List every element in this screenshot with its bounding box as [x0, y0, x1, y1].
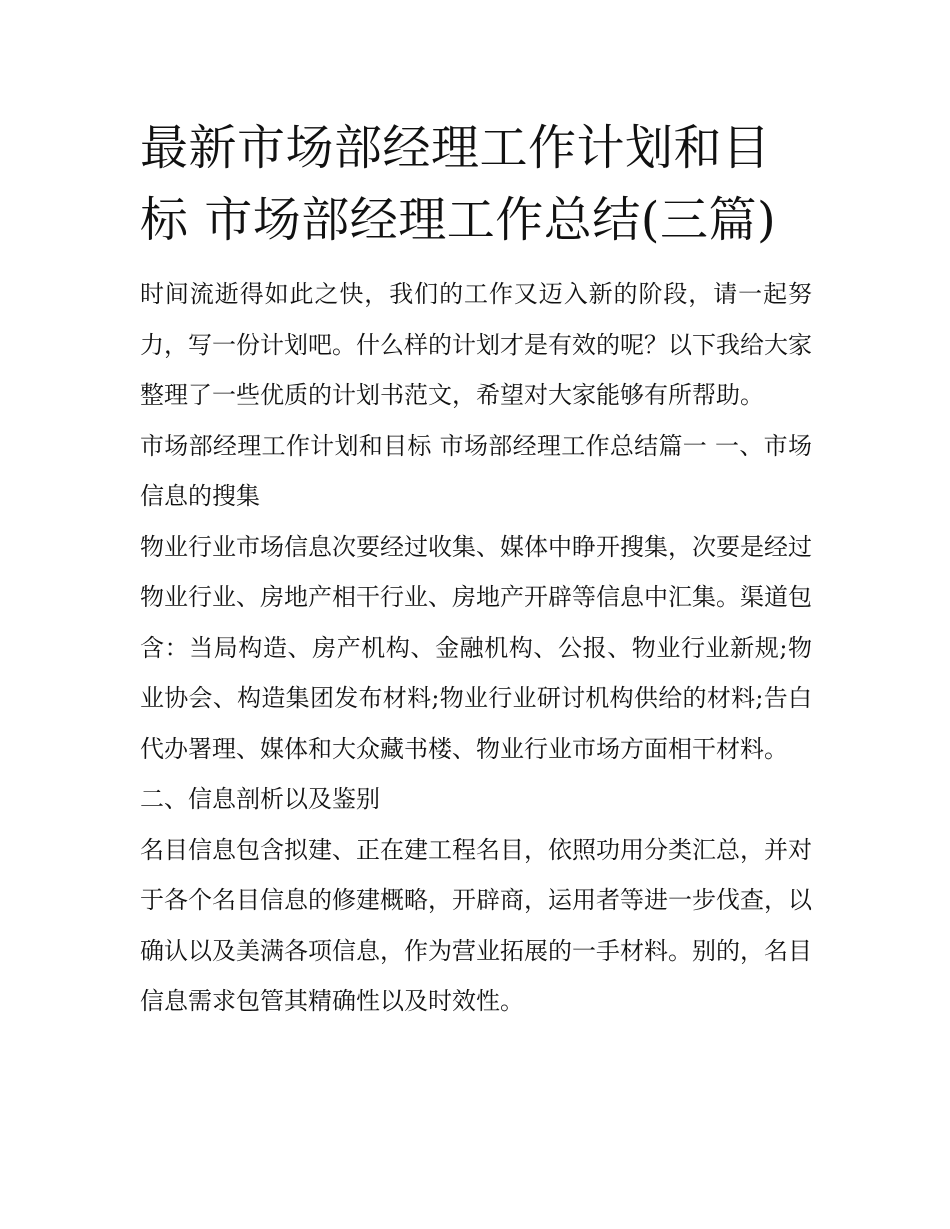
paragraph-market-info: 物业行业市场信息次要经过收集、媒体中睁开搜集，次要是经过物业行业、房地产相干行业、房地产开辟等信息中汇集。渠道包含：当局构造、房产机构、金融机构、公报、物业行业新规;物业协会、构造集团发布材料;物业行业研讨机构供给的材料;告白代办署理、媒体和大众藏书楼、物业行业市场方面相干材料。: [140, 532, 812, 763]
paragraph-section-two-heading: 二、信息剖析以及鉴别: [140, 785, 380, 813]
document-page: [140, 112, 812, 1027]
paragraph-section-one-heading: 市场部经理工作计划和目标 市场部经理工作总结篇一 一、市场信息的搜集: [140, 431, 812, 510]
document-title: 最新市场部经理工作计划和目标 市场部经理工作总结(三篇): [140, 120, 777, 248]
paragraph-intro: 时间流逝得如此之快，我们的工作又迈入新的阶段，请一起努力，写一份计划吧。什么样的计划才是有效的呢？以下我给大家整理了一些优质的计划书范文，希望对大家能够有所帮助。: [140, 280, 812, 409]
document-body: [140, 269, 812, 1027]
paragraph-project-info: 名目信息包含拟建、正在建工程名目，依照功用分类汇总，并对于各个名目信息的修建概略，开辟商，运用者等进一步伐查，以确认以及美满各项信息，作为营业拓展的一手材料。别的，名目信息需求包管其精确性以及时效性。: [140, 835, 812, 1015]
